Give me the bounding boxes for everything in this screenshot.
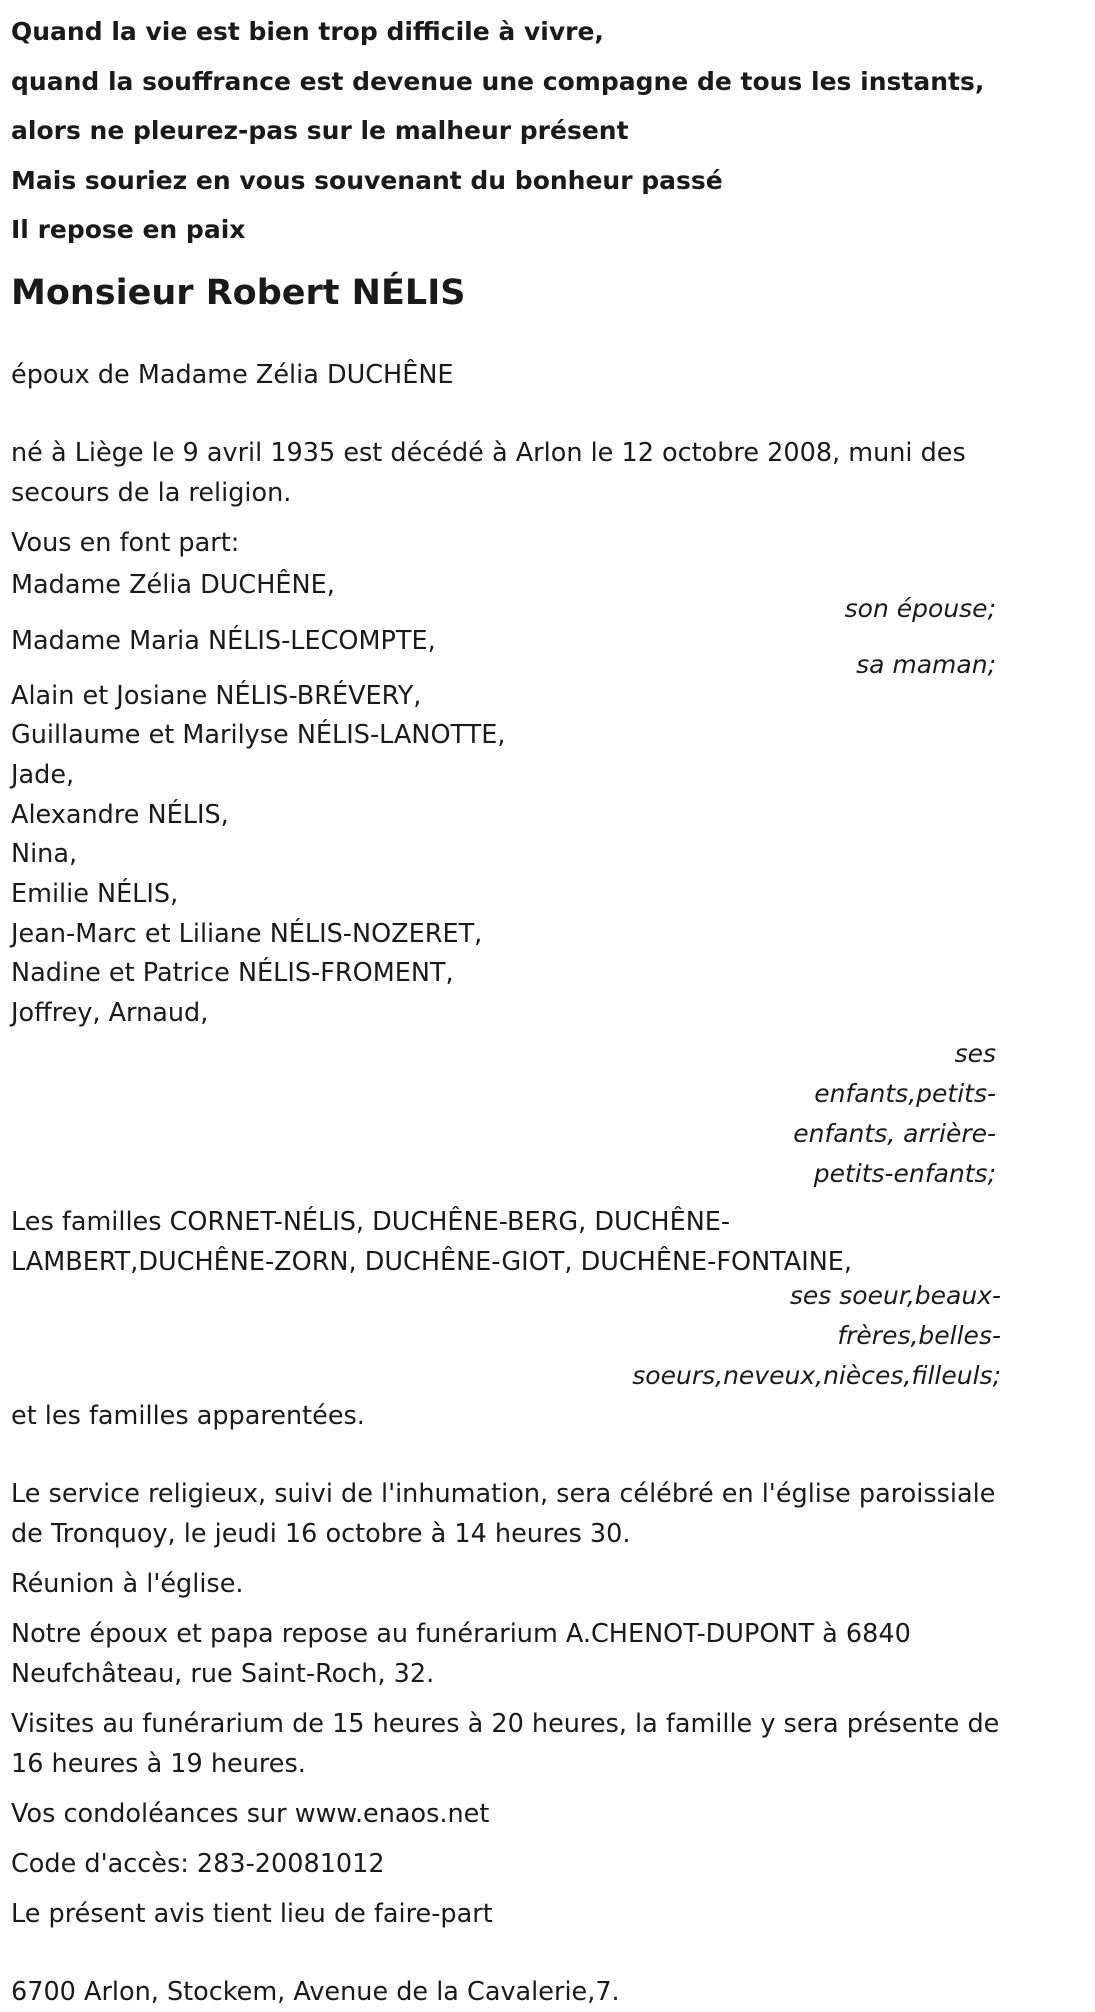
relative-name: Les familles CORNET-NÉLIS, DUCHÊNE-BERG, DUCHÊNE-LAMBERT,DUCHÊNE-ZORN, DUCHÊNE-GIOT, DUCHÊNE-FONTAINE, <box>11 1206 853 1277</box>
relationship-label: ses soeur,beaux-frères,belles-soeurs,neveux,nièces,filleuls; <box>632 1280 1001 1390</box>
relationship-label: ses enfants,petits-enfants, arrière-petits-enfants; <box>793 1038 996 1188</box>
relationship-label: son épouse; <box>844 593 996 623</box>
relative-name: Guillaume et Marilyse NÉLIS-LANOTTE, <box>11 720 506 751</box>
closing-line: et les familles apparentées. <box>11 1400 365 1431</box>
relative-name: Alain et Josiane NÉLIS-BRÉVERY, <box>11 680 422 711</box>
condolences-text: Vos condoléances sur www.enaos.net <box>11 1798 490 1829</box>
poem-line: quand la souffrance est devenue une compagne de tous les instants, <box>11 66 985 96</box>
announcement-intro: Vous en font part: <box>11 527 240 558</box>
relative-name: Nadine et Patrice NÉLIS-FROMENT, <box>11 958 454 989</box>
relative-name: Emilie NÉLIS, <box>11 879 179 910</box>
relative-group <box>11 677 1001 1194</box>
relative-name: Madame Zélia DUCHÊNE, <box>11 569 335 600</box>
poem-line: alors ne pleurez-pas sur le malheur présent <box>11 116 629 145</box>
address-text: 6700 Arlon, Stockem, Avenue de la Cavalerie,7. <box>11 1976 620 2007</box>
spouse-line: époux de Madame Zélia DUCHÊNE <box>11 359 454 390</box>
relationship-label: sa maman; <box>856 649 996 679</box>
relative-name: Madame Maria NÉLIS-LECOMPTE, <box>11 625 436 656</box>
relative-name: Joffrey, Arnaud, <box>11 998 209 1029</box>
meeting-text: Réunion à l'église. <box>11 1568 244 1599</box>
relative-group <box>11 565 1001 629</box>
poem-line: Quand la vie est bien trop difficile à vivre, <box>11 17 604 46</box>
relative-name: Jade, <box>11 759 75 790</box>
notice-text: Le présent avis tient lieu de faire-part <box>11 1898 493 1929</box>
poem-line: Il repose en paix <box>11 215 246 244</box>
access-code-text: Code d'accès: 283-20081012 <box>11 1848 385 1879</box>
birth-death-line: né à Liège le 9 avril 1935 est décédé à Arlon le 12 octobre 2008, muni des secours de la religion. <box>11 437 966 508</box>
relative-name: Alexandre NÉLIS, <box>11 799 229 830</box>
visits-text: Visites au funérarium de 15 heures à 20 heures, la famille y sera présente de 16 heures à 19 heures. <box>11 1708 1000 1779</box>
deceased-name: Monsieur Robert NÉLIS <box>11 272 466 313</box>
relative-group <box>11 1202 1001 1396</box>
relative-name: Nina, <box>11 839 78 870</box>
poem <box>11 0 1095 255</box>
relative-group <box>11 621 1001 685</box>
poem-line: Mais souriez en vous souvenant du bonheur passé <box>11 165 723 195</box>
relative-name: Jean-Marc et Liliane NÉLIS-NOZERET, <box>11 918 483 949</box>
funeral-home-text: Notre époux et papa repose au funérarium A.CHENOT-DUPONT à 6840 Neufchâteau, rue Saint-Roch, 32. <box>11 1618 911 1689</box>
ceremony-text: Le service religieux, suivi de l'inhumation, sera célébré en l'église paroissiale de Tronquoy, le jeudi 16 octobre à 14 heures 30. <box>11 1478 996 1549</box>
